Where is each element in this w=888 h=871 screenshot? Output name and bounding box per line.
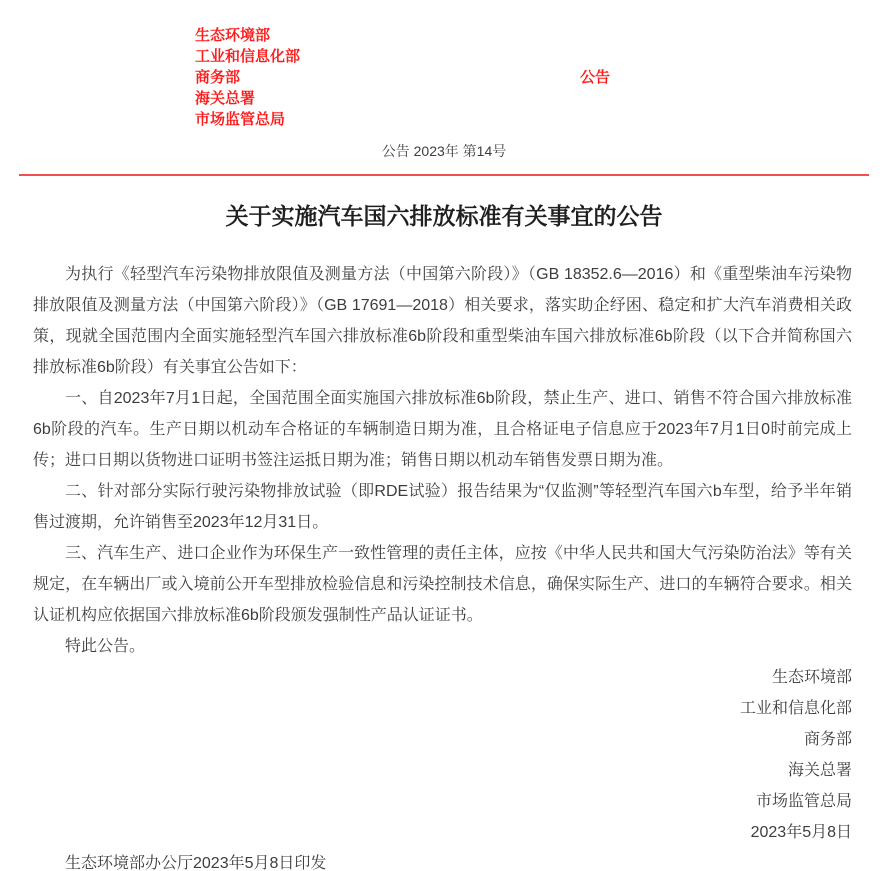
paragraph-item-2: 二、针对部分实际行驶污染物排放试验（即RDE试验）报告结果为“仅监测”等轻型汽车国六b车型，给予半年销售过渡期，允许销售至2023年12月31日。 xyxy=(33,483,852,531)
agency-name: 生态环境部 xyxy=(195,27,271,44)
signature-block xyxy=(33,662,852,848)
agency-name: 商务部 xyxy=(195,69,241,86)
signature-agency: 生态环境部 xyxy=(771,669,852,686)
doc-number: 公告 2023年 第14号 xyxy=(381,143,507,159)
paragraph-intro: 为执行《轻型汽车污染物排放限值及测量方法（中国第六阶段）》（GB 18352.6—2016）和《重型柴油车污染物排放限值及测量方法（中国第六阶段）》（GB 17691—2018）相关要求，落实助企纾困、稳定和扩大汽车消费相关政策，现就全国范围内全面实施轻型汽车国六排放标准6b阶段和重型柴油车国六排放标准6b阶段（以下合并简称国六排放标准6b阶段）有关事宜公告如下： xyxy=(33,266,852,376)
paragraph-item-3: 三、汽车生产、进口企业作为环保生产一致性管理的责任主体，应按《中华人民共和国大气污染防治法》等有关规定，在车辆出厂或入境前公开车型排放检验信息和污染控制技术信息，确保实际生产、进口的车辆符合要求。相关认证机构应依据国六排放标准6b阶段颁发强制性产品认证证书。 xyxy=(33,545,852,624)
signature-agency: 市场监管总局 xyxy=(755,793,852,810)
agency-name: 市场监管总局 xyxy=(195,111,286,128)
paragraph-closing: 特此公告。 xyxy=(65,638,146,655)
document-body xyxy=(33,259,852,871)
document-header xyxy=(0,0,888,130)
agency-name: 工业和信息化部 xyxy=(195,48,301,65)
signature-date: 2023年5月8日 xyxy=(750,824,852,841)
page-title: 关于实施汽车国六排放标准有关事宜的公告 xyxy=(225,203,663,229)
imprint-note: 生态环境部办公厅2023年5月8日印发 xyxy=(65,855,327,871)
announcement-label: 公告 xyxy=(580,69,611,86)
signature-agency: 商务部 xyxy=(803,731,852,748)
red-divider xyxy=(19,174,869,176)
agency-name: 海关总署 xyxy=(195,90,256,107)
issuing-agencies xyxy=(195,25,888,130)
signature-agency: 海关总署 xyxy=(787,762,852,779)
paragraph-item-1: 一、自2023年7月1日起，全国范围全面实施国六排放标准6b阶段，禁止生产、进口、销售不符合国六排放标准6b阶段的汽车。生产日期以机动车合格证的车辆制造日期为准，且合格证电子信息应于2023年7月1日0时前完成上传；进口日期以货物进口证明书签注运抵日期为准；销售日期以机动车销售发票日期为准。 xyxy=(33,390,852,469)
signature-agency: 工业和信息化部 xyxy=(739,700,852,717)
